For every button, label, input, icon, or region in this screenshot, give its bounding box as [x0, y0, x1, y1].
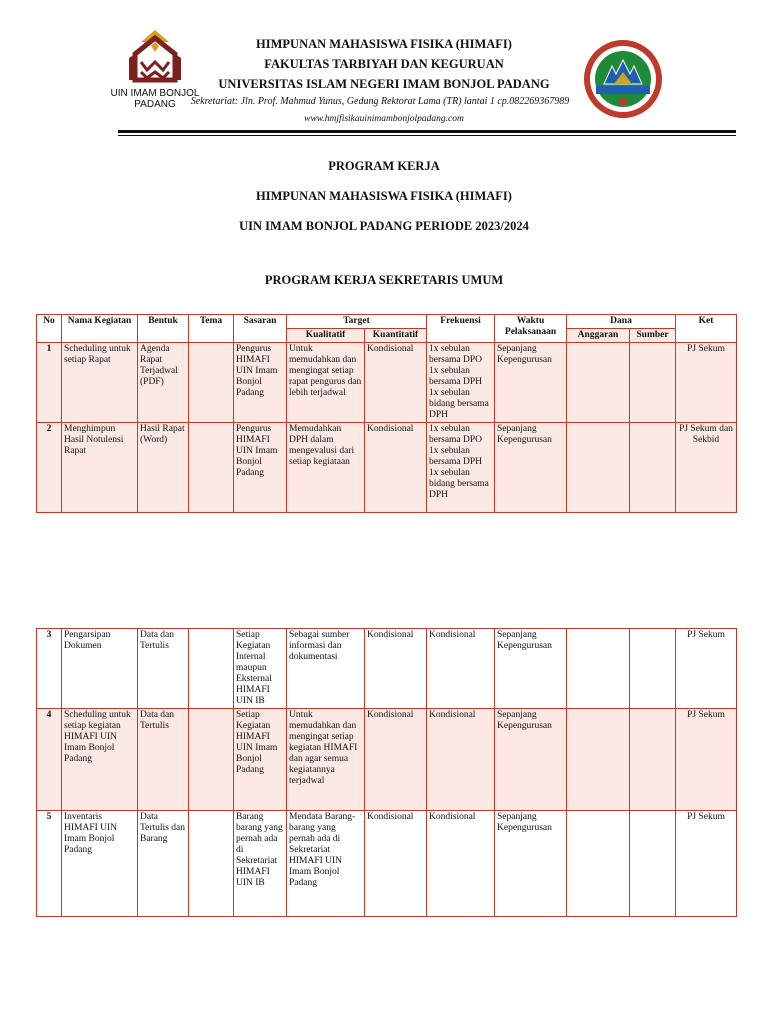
- uin-building-icon: [125, 28, 185, 86]
- cell-kuantitatif: Kondisional: [365, 423, 427, 513]
- cell-nama: Menghimpun Hasil Notulensi Rapat: [62, 423, 138, 513]
- table-row: [37, 811, 737, 917]
- cell-frekuensi: 1x sebulan bersama DPO 1x sebulan bersama DPH 1x sebulan bidang bersama DPH: [427, 423, 495, 513]
- cell-anggaran: [567, 811, 630, 917]
- cell-sasaran: Barang barang yang pernah ada di Sekretariat HIMAFI UIN IB: [234, 811, 287, 917]
- cell-sumber: [630, 629, 676, 709]
- cell-sumber: [630, 423, 676, 513]
- table-row: [37, 423, 737, 513]
- cell-anggaran: [567, 709, 630, 811]
- cell-kualitatif: Untuk memudahkan dan mengingat setiap rapat pengurus dan lebih terjadwal: [287, 343, 365, 423]
- header-ket: Ket: [676, 315, 737, 343]
- cell-ket: PJ Sekum: [676, 811, 737, 917]
- header-frekuensi: Frekuensi: [427, 315, 495, 343]
- cell-waktu: Sepanjang Kepengurusan: [495, 709, 567, 811]
- header-bentuk: Bentuk: [138, 315, 189, 343]
- cell-no: 2: [37, 423, 62, 513]
- cell-sasaran: Pengurus HIMAFI UIN Imam Bonjol Padang: [234, 343, 287, 423]
- program-table-part-2: [36, 628, 737, 917]
- cell-sumber: [630, 709, 676, 811]
- title-period: UIN IMAM BONJOL PADANG PERIODE 2023/2024: [239, 219, 529, 233]
- secretariat-address: Sekretariat: Jln. Prof. Mahmud Yunus, Gedung Rektorat Lama (TR) lantai 1 cp.082269367989: [190, 96, 570, 107]
- cell-anggaran: [567, 343, 630, 423]
- cell-waktu: Sepanjang Kepengurusan: [495, 423, 567, 513]
- cell-ket: PJ Sekum: [676, 709, 737, 811]
- cell-tema: [189, 343, 234, 423]
- cell-kuantitatif: Kondisional: [365, 343, 427, 423]
- cell-sumber: [630, 811, 676, 917]
- header-anggaran: Anggaran: [567, 329, 630, 343]
- uin-logo-line2: PADANG: [134, 99, 176, 110]
- header-kuantitatif: Kuantitatif: [365, 329, 427, 343]
- cell-tema: [189, 629, 234, 709]
- table-row: [37, 629, 737, 709]
- cell-bentuk: Data dan Tertulis: [138, 709, 189, 811]
- header-kualitatif: Kualitatif: [287, 329, 365, 343]
- cell-frekuensi: Kondisional: [427, 629, 495, 709]
- letterhead-rule-thin: [118, 135, 736, 136]
- header-waktu: Waktu Pelaksanaan: [495, 315, 567, 343]
- cell-waktu: Sepanjang Kepengurusan: [495, 343, 567, 423]
- cell-waktu: Sepanjang Kepengurusan: [495, 629, 567, 709]
- cell-tema: [189, 811, 234, 917]
- cell-nama: Scheduling untuk setiap Rapat: [62, 343, 138, 423]
- cell-kualitatif: Mendata Barang-barang yang pernah ada di Sekretariat HIMAFI UIN Imam Bonjol Padang: [287, 811, 365, 917]
- cell-sumber: [630, 343, 676, 423]
- cell-bentuk: Agenda Rapat Terjadwal (PDF): [138, 343, 189, 423]
- cell-nama: Scheduling untuk setiap kegiatan HIMAFI UIN Imam Bonjol Padang: [62, 709, 138, 811]
- letterhead-text: [190, 34, 572, 128]
- header-sumber: Sumber: [630, 329, 676, 343]
- cell-anggaran: [567, 423, 630, 513]
- header-tema: Tema: [189, 315, 234, 343]
- letterhead: [0, 0, 768, 140]
- website: www.hmjfisikauinimambonjolpadang.com: [304, 114, 464, 124]
- header-target: Target: [287, 315, 427, 329]
- cell-kuantitatif: Kondisional: [365, 629, 427, 709]
- letterhead-rule-thick: [118, 130, 736, 133]
- himafi-logo: [582, 38, 664, 120]
- cell-kuantitatif: Kondisional: [365, 811, 427, 917]
- cell-bentuk: Hasil Rapat (Word): [138, 423, 189, 513]
- header-nama-kegiatan: Nama Kegiatan: [62, 315, 138, 343]
- program-table-part-1: [36, 314, 737, 513]
- cell-kuantitatif: Kondisional: [365, 709, 427, 811]
- cell-no: 3: [37, 629, 62, 709]
- document-titles: [0, 158, 768, 288]
- title-sekretaris-umum: PROGRAM KERJA SEKRETARIS UMUM: [264, 273, 504, 287]
- header-no: No: [37, 315, 62, 343]
- cell-ket: PJ Sekum: [676, 343, 737, 423]
- cell-nama: Inventaris HIMAFI UIN Imam Bonjol Padang: [62, 811, 138, 917]
- cell-kualitatif: Memudahkan DPH dalam mengevalusi dari setiap kegiataan: [287, 423, 365, 513]
- cell-waktu: Sepanjang Kepengurusan: [495, 811, 567, 917]
- cell-tema: [189, 709, 234, 811]
- title-org: HIMPUNAN MAHASISWA FISIKA (HIMAFI): [256, 189, 512, 203]
- header-dana: Dana: [567, 315, 676, 329]
- cell-kualitatif: Untuk memudahkan dan mengingat setiap kegiatan HIMAFI dan agar semua kegiatannya terjadwal: [287, 709, 365, 811]
- cell-sasaran: Setiap Kegiatan Internal maupun Eksternal HIMAFI UIN IB: [234, 629, 287, 709]
- cell-frekuensi: 1x sebulan bersama DPO 1x sebulan bersama DPH 1x sebulan bidang bersama DPH: [427, 343, 495, 423]
- cell-kualitatif: Sebagai sumber informasi dan dokumentasi: [287, 629, 365, 709]
- cell-sasaran: Setiap Kegiatan HIMAFI UIN Imam Bonjol Padang: [234, 709, 287, 811]
- cell-tema: [189, 423, 234, 513]
- cell-bentuk: Data Tertulis dan Barang: [138, 811, 189, 917]
- cell-frekuensi: Kondisional: [427, 811, 495, 917]
- uin-logo-line1: UIN IMAM BONJOL: [110, 88, 200, 99]
- cell-no: 5: [37, 811, 62, 917]
- cell-no: 1: [37, 343, 62, 423]
- cell-frekuensi: Kondisional: [427, 709, 495, 811]
- header-sasaran: Sasaran: [234, 315, 287, 343]
- table-row: [37, 343, 737, 423]
- cell-no: 4: [37, 709, 62, 811]
- org-name: HIMPUNAN MAHASISWA FISIKA (HIMAFI): [256, 37, 512, 51]
- faculty-name: FAKULTAS TARBIYAH DAN KEGURUAN: [264, 57, 504, 71]
- university-name: UNIVERSITAS ISLAM NEGERI IMAM BONJOL PADANG: [218, 77, 550, 91]
- cell-ket: PJ Sekum dan Sekbid: [676, 423, 737, 513]
- title-program-kerja: PROGRAM KERJA: [328, 159, 440, 173]
- cell-sasaran: Pengurus HIMAFI UIN Imam Bonjol Padang: [234, 423, 287, 513]
- cell-bentuk: Data dan Tertulis: [138, 629, 189, 709]
- uin-logo: [110, 28, 200, 112]
- himafi-emblem-icon: [582, 38, 664, 120]
- cell-ket: PJ Sekum: [676, 629, 737, 709]
- cell-anggaran: [567, 629, 630, 709]
- cell-nama: Pengarsipan Dokumen: [62, 629, 138, 709]
- table-row: [37, 709, 737, 811]
